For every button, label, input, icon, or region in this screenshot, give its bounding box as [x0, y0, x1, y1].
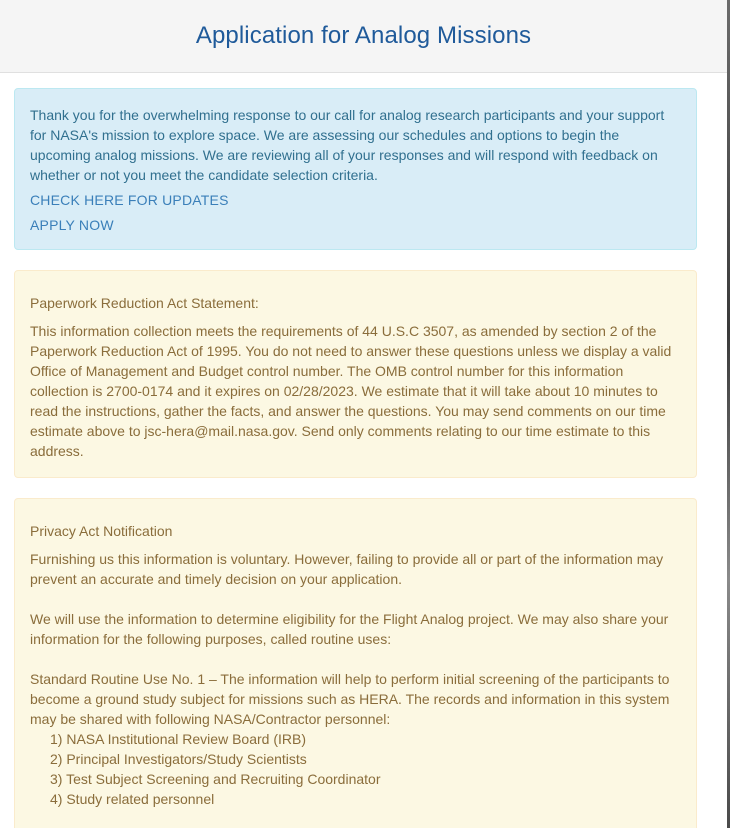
list-item: 2) Principal Investigators/Study Scientists: [50, 751, 307, 767]
paperwork-reduction-panel: [14, 270, 697, 478]
paperwork-body: This information collection meets the requirements of 44 U.S.C 3507, as amended by section 2 of the Paperwork Reduction Act of 1995. You do not need to answer these questions unless we display a valid Office of Management and Budget control number. The OMB control number for this information collection is 2700-0174 and it expires on 02/28/2023. We estimate that it will take about 10 minutes to read the instructions, gather the facts, and answer the questions. You may send comments on our time estimate above to jsc-hera@mail.nasa.gov. Send only comments relating to our time estimate to this address.: [30, 323, 672, 459]
info-message: Thank you for the overwhelming response to our call for analog research participants and your support for NASA's mission to explore space. We are assessing our schedules and options to begin the upcoming analog missions. We are reviewing all of your responses and will respond with feedback on whether or not you meet the candidate selection criteria.: [30, 107, 665, 183]
list-item: 4) Study related personnel: [50, 791, 215, 807]
paperwork-heading: Paperwork Reduction Act Statement:: [30, 295, 259, 311]
list-item: 3) Test Subject Screening and Recruiting Coordinator: [50, 771, 381, 787]
privacy-paragraph-routine-uses: We will use the information to determine eligibility for the Flight Analog project. We may also share your information for the following purposes, called routine uses:: [30, 611, 669, 647]
privacy-heading: Privacy Act Notification: [30, 523, 173, 539]
page-title: Application for Analog Missions: [195, 22, 532, 49]
list-item: 1) NASA Institutional Review Board (IRB): [50, 731, 306, 747]
page-header: [0, 0, 727, 73]
privacy-paragraph-voluntary: Furnishing us this information is voluntary. However, failing to provide all or part of the information may prevent an accurate and timely decision on your application.: [30, 551, 664, 587]
info-alert: [14, 88, 697, 250]
apply-now-link[interactable]: APPLY NOW: [30, 217, 114, 233]
privacy-paragraph-standard-use: Standard Routine Use No. 1 – The information will help to perform initial screening of the participants to become a ground study subject for missions such as HERA. The records and information in this system may be shared with following NASA/Contractor personnel:: [30, 671, 670, 727]
check-updates-link[interactable]: CHECK HERE FOR UPDATES: [30, 192, 229, 208]
personnel-list: [30, 729, 681, 809]
privacy-act-panel: [14, 498, 697, 828]
